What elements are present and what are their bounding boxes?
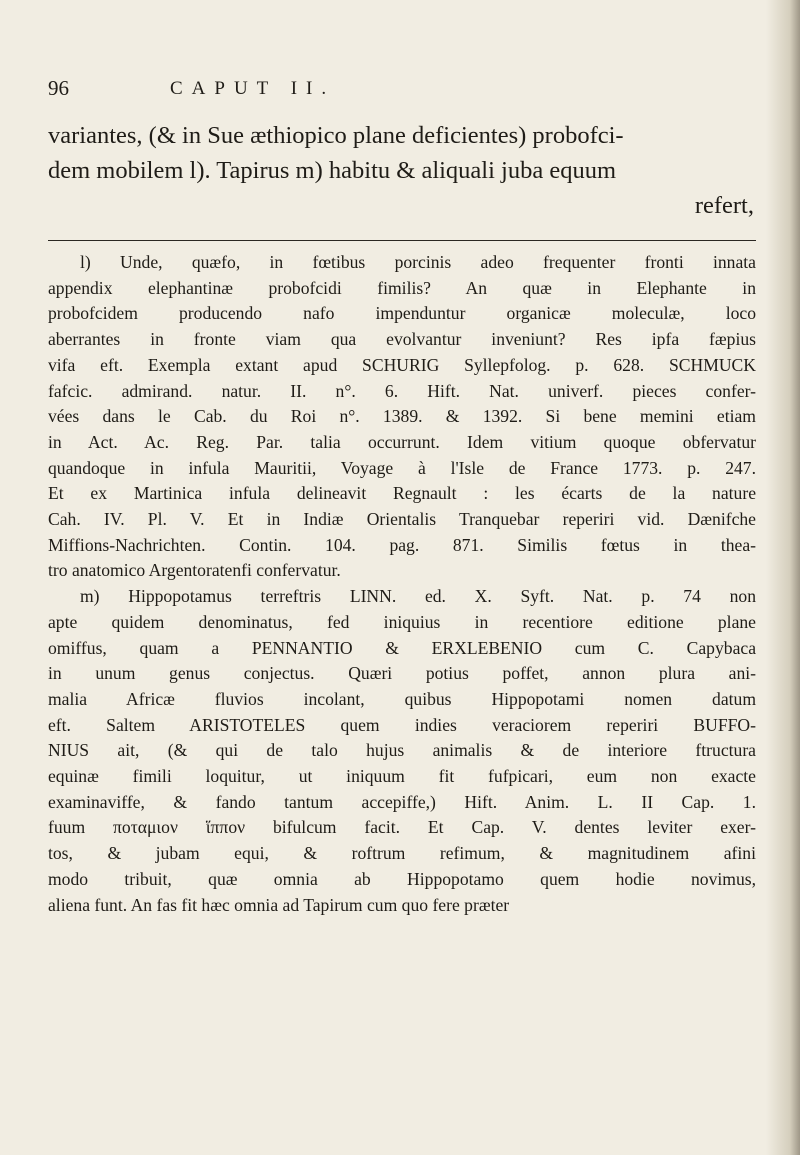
footnote-line: in Act. Ac. Reg. Par. talia occurrunt. Idem vitium quoque obfervatur — [48, 431, 756, 452]
footnote-line: tro anatomico Argentoratenfi confervatur. — [48, 560, 341, 581]
footnote-line: tos, & jubam equi, & roftrum refimum, & magnitudinem afini — [48, 843, 756, 864]
footnote-line: fafcic. admirand. natur. II. n°. 6. Hift. Nat. univerf. pieces confer- — [48, 380, 756, 401]
footnote-line: malia Africæ fluvios incolant, quibus Hippopotami nomen datum — [48, 688, 756, 709]
footnote-line: aberrantes in fronte viam qua evolvantur inveniunt? Res ipfa fæpius — [48, 329, 756, 350]
footnote-line: fuum ποταμιον ἵππον bifulcum facit. Et Cap. V. dentes leviter exer- — [48, 817, 756, 838]
footnote-line: l) Unde, quæfo, in fœtibus porcinis adeo frequenter fronti innata — [80, 252, 756, 272]
main-text-line: dem mobilem l). Tapirus m) habitu & aliquali juba equum — [48, 157, 617, 184]
footnote-line: Miffions-Nachrichten. Contin. 104. pag. 871. Similis fœtus in thea- — [48, 534, 756, 555]
footnote-line: Et ex Martinica infula delineavit Regnault : les écarts de la nature — [48, 483, 756, 504]
footnote-line: Cah. IV. Pl. V. Et in Indiæ Orientalis Tranquebar reperiri vid. Dænifche — [48, 509, 756, 530]
footnote-line: m) Hippopotamus terreftris LINN. ed. X. Syft. Nat. p. 74 non — [80, 586, 756, 607]
running-title: CAPUT II. — [170, 78, 336, 99]
footnote-line: modo tribuit, quæ omnia ab Hippopotamo quem hodie novimus, — [48, 868, 756, 889]
footnote-line: vifa eft. Exempla extant apud SCHURIG Syllepfolog. p. 628. SCHMUCK — [48, 354, 756, 375]
main-text-line: refert, — [694, 192, 754, 219]
running-head — [48, 76, 608, 106]
footnote-line: apte quidem denominatus, fed iniquius in recentiore editione plane — [48, 611, 756, 632]
footnote-line: equinæ fimili loquitur, ut iniquum fit fufpicari, eum non exacte — [48, 766, 756, 787]
footnote-line: aliena funt. An fas fit hæc omnia ad Tapirum cum quo fere præter — [48, 894, 510, 915]
main-text-line: variantes, (& in Sue æthiopico plane deficientes) probofci- — [48, 122, 624, 149]
page-gutter-shadow — [766, 0, 800, 1155]
page-number: 96 — [48, 76, 69, 100]
footnote-line: appendix elephantinæ probofcidi fimilis? An quæ in Elephante in — [48, 277, 756, 298]
footnote-line: NIUS ait, (& qui de talo hujus animalis & de interiore ftructura — [48, 740, 756, 761]
footnotes-block — [48, 250, 756, 918]
footnote-line: omiffus, quam a PENNANTIO & ERXLEBENIO cum C. Capybaca — [48, 637, 756, 658]
main-text-block — [48, 118, 754, 223]
footnote-line: quandoque in infula Mauritii, Voyage à l'Isle de France 1773. p. 247. — [48, 457, 756, 478]
footnote-line: probofcidem producendo nafo impenduntur organicæ moleculæ, loco — [48, 303, 756, 324]
footnote-line: in unum genus conjectus. Quæri potius poffet, annon plura ani- — [48, 663, 756, 684]
footnote-rule — [48, 240, 756, 241]
footnote-line: eft. Saltem ARISTOTELES quem indies veraciorem reperiri BUFFO- — [48, 714, 756, 735]
footnote-line: vées dans le Cab. du Roi n°. 1389. & 1392. Si bene memini etiam — [48, 406, 756, 427]
footnote-line: examinaviffe, & fando tantum accepiffe,) Hift. Anim. L. II Cap. 1. — [48, 791, 756, 812]
